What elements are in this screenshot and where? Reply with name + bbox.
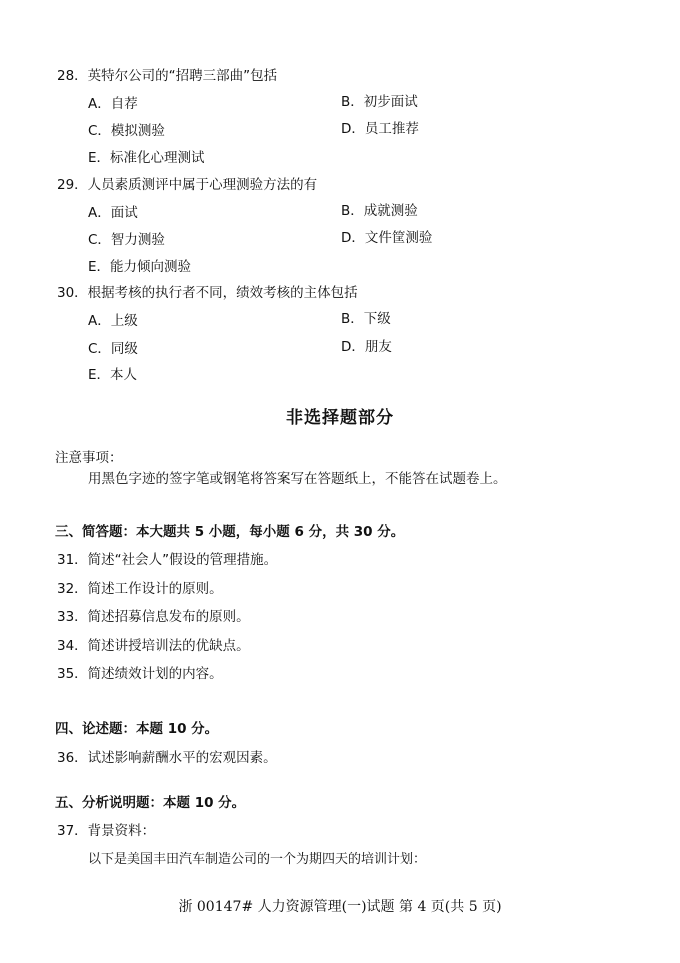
q29-option-b: B．成就测验 xyxy=(341,203,418,219)
q28-option-c: C．模拟测验 xyxy=(88,123,165,139)
q29-stem: 29．人员素质测评中属于心理测验方法的有 xyxy=(57,177,318,193)
q34: 34．简述讲授培训法的优缺点。 xyxy=(57,638,250,654)
q29-option-a: A．面试 xyxy=(88,205,138,221)
notice-label: 注意事项： xyxy=(55,450,123,466)
q32: 32．简述工作设计的原则。 xyxy=(57,581,223,597)
q28-option-d: D．员工推荐 xyxy=(341,121,419,137)
q29-option-c: C．智力测验 xyxy=(88,232,165,248)
q31: 31．简述“社会人”假设的管理措施。 xyxy=(57,552,278,568)
q29-option-d: D．文件筐测验 xyxy=(341,230,433,246)
q30-option-d: D．朋友 xyxy=(341,339,392,355)
q28-option-e: E．标准化心理测试 xyxy=(88,150,205,166)
q33: 33．简述招募信息发布的原则。 xyxy=(57,609,250,625)
q30-option-e: E．本人 xyxy=(88,367,138,383)
q36: 36．试述影响薪酬水平的宏观因素。 xyxy=(57,750,277,766)
q30-option-c: C．同级 xyxy=(88,341,138,357)
q37: 37．背景资料： xyxy=(57,823,156,839)
part4-heading: 四、论述题：本题 10 分。 xyxy=(55,721,219,737)
background-text: 以下是美国丰田汽车制造公司的一个为期四天的培训计划： xyxy=(88,852,427,867)
q28-option-b: B．初步面试 xyxy=(341,94,418,110)
q35: 35．简述绩效计划的内容。 xyxy=(57,666,223,682)
q28-option-a: A．自荐 xyxy=(88,96,138,112)
q30-option-b: B．下级 xyxy=(341,311,391,327)
q30-stem: 30．根据考核的执行者不同，绩效考核的主体包括 xyxy=(57,285,358,301)
page-footer: 浙 00147# 人力资源管理(一)试题 第 4 页(共 5 页) xyxy=(178,899,502,915)
q30-option-a: A．上级 xyxy=(88,313,138,329)
section-title: 非选择题部分 xyxy=(286,408,394,428)
notice-text: 用黑色字迹的签字笔或钢笔将答案写在答题纸上，不能答在试题卷上。 xyxy=(88,471,507,487)
q28-stem: 28．英特尔公司的“招聘三部曲”包括 xyxy=(57,68,278,84)
part5-heading: 五、分析说明题：本题 10 分。 xyxy=(55,795,246,811)
part3-heading: 三、简答题：本大题共 5 小题，每小题 6 分，共 30 分。 xyxy=(55,524,405,540)
q29-option-e: E．能力倾向测验 xyxy=(88,259,192,275)
